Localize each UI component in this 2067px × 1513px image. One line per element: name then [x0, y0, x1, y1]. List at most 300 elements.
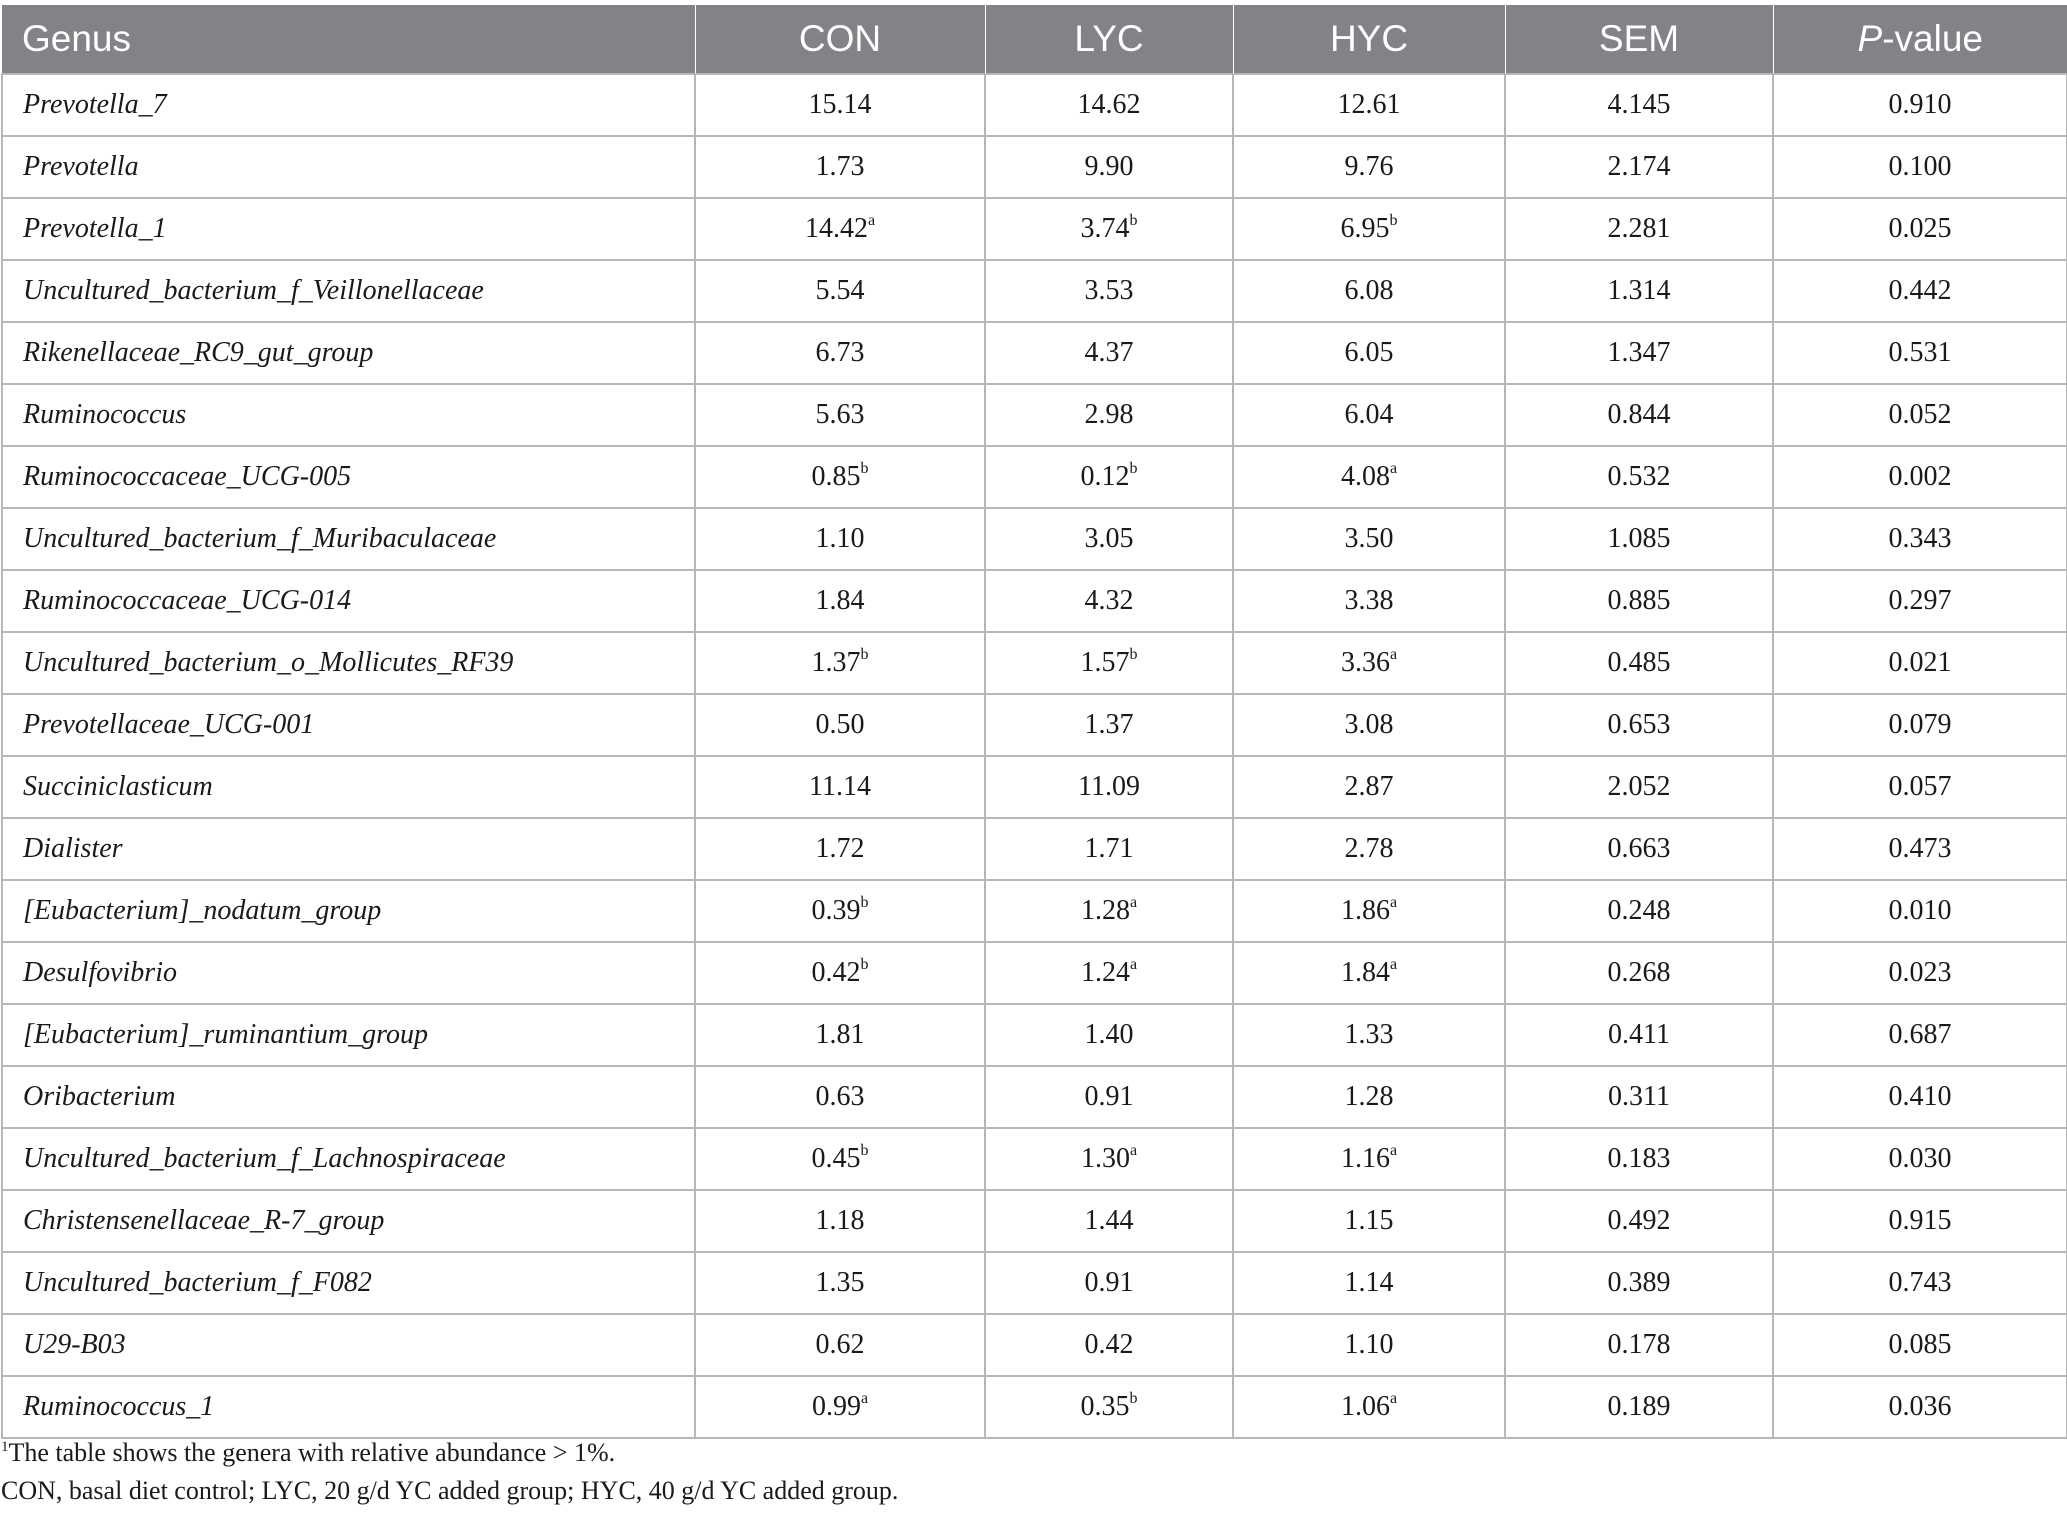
footnote-1: [1, 1438, 615, 1468]
cell-sem: [1505, 570, 1773, 632]
cell-lyc-value: 0.42: [1084, 1329, 1134, 1360]
cell-lyc-superscript: b: [1129, 460, 1138, 477]
cell-con-value: 1.84: [815, 585, 865, 616]
cell-hyc: [1233, 694, 1505, 756]
cell-lyc: [985, 694, 1233, 756]
cell-lyc-value: 0.12: [1080, 461, 1130, 492]
cell-p: [1773, 198, 2067, 260]
cell-hyc-value: 1.14: [1344, 1267, 1394, 1298]
cell-con-value: 1.73: [815, 151, 865, 182]
cell-p-value: 0.910: [1888, 89, 1952, 120]
cell-sem: [1505, 694, 1773, 756]
table-row: [2, 508, 2067, 570]
cell-hyc: [1233, 1376, 1505, 1438]
cell-sem: [1505, 136, 1773, 198]
table-row: [2, 818, 2067, 880]
table-row: [2, 260, 2067, 322]
cell-con-superscript: b: [860, 956, 869, 973]
cell-hyc: [1233, 508, 1505, 570]
cell-genus: Ruminococcaceae_UCG-014: [2, 570, 695, 632]
cell-lyc: [985, 384, 1233, 446]
cell-con: [695, 818, 985, 880]
cell-hyc-value: 6.05: [1344, 337, 1394, 368]
cell-lyc: [985, 1190, 1233, 1252]
cell-sem: [1505, 1314, 1773, 1376]
cell-lyc-value: 1.71: [1084, 833, 1134, 864]
cell-p-value: 0.025: [1888, 213, 1952, 244]
cell-sem-value: 0.844: [1607, 399, 1671, 430]
cell-hyc: [1233, 1004, 1505, 1066]
cell-con: [695, 942, 985, 1004]
cell-con: [695, 508, 985, 570]
cell-p: [1773, 322, 2067, 384]
cell-p: [1773, 1066, 2067, 1128]
cell-con: [695, 694, 985, 756]
cell-hyc-value: 6.04: [1344, 399, 1394, 430]
footnote-2: CON, basal diet control; LYC, 20 g/d YC added group; HYC, 40 g/d YC added group.: [1, 1476, 899, 1505]
cell-lyc: [985, 74, 1233, 136]
table-body: [2, 74, 2067, 1438]
cell-sem-value: 0.532: [1607, 461, 1671, 492]
cell-hyc: [1233, 1066, 1505, 1128]
cell-p: [1773, 570, 2067, 632]
cell-hyc-value: 1.15: [1344, 1205, 1394, 1236]
table-row: [2, 632, 2067, 694]
cell-p-value: 0.100: [1888, 151, 1952, 182]
cell-lyc: [985, 508, 1233, 570]
cell-hyc: [1233, 942, 1505, 1004]
header-lyc: LYC: [985, 5, 1233, 74]
cell-sem-value: 0.885: [1607, 585, 1671, 616]
cell-sem: [1505, 1128, 1773, 1190]
cell-sem-value: 0.389: [1607, 1267, 1671, 1298]
table-row: [2, 1314, 2067, 1376]
cell-hyc: [1233, 74, 1505, 136]
cell-hyc: [1233, 136, 1505, 198]
cell-hyc-value: 3.50: [1344, 523, 1394, 554]
cell-con-value: 5.63: [815, 399, 865, 430]
genus-abundance-table: [1, 5, 2067, 1439]
cell-sem-value: 0.311: [1608, 1081, 1670, 1112]
cell-con: [695, 74, 985, 136]
cell-con-value: 0.85: [811, 461, 861, 492]
cell-sem: [1505, 818, 1773, 880]
cell-sem-value: 0.183: [1607, 1143, 1671, 1174]
cell-sem: [1505, 74, 1773, 136]
table-row: [2, 880, 2067, 942]
cell-p: [1773, 136, 2067, 198]
cell-con: [695, 1314, 985, 1376]
cell-p-value: 0.023: [1888, 957, 1952, 988]
cell-con: [695, 446, 985, 508]
cell-p: [1773, 1004, 2067, 1066]
cell-p: [1773, 1252, 2067, 1314]
table-row: [2, 1252, 2067, 1314]
cell-lyc-value: 3.74: [1080, 213, 1130, 244]
cell-genus: [Eubacterium]_nodatum_group: [2, 880, 695, 942]
cell-p: [1773, 1376, 2067, 1438]
cell-con: [695, 1190, 985, 1252]
cell-con-value: 0.42: [811, 957, 861, 988]
cell-lyc-value: 1.30: [1080, 1143, 1130, 1174]
cell-con: [695, 136, 985, 198]
cell-hyc: [1233, 570, 1505, 632]
cell-hyc: [1233, 1128, 1505, 1190]
cell-genus: Oribacterium: [2, 1066, 695, 1128]
table-row: [2, 756, 2067, 818]
header-p-value: [1773, 5, 2067, 74]
cell-con: [695, 880, 985, 942]
cell-hyc: [1233, 756, 1505, 818]
cell-sem-value: 0.248: [1607, 895, 1671, 926]
cell-p-value: 0.410: [1888, 1081, 1952, 1112]
cell-p-value: 0.297: [1888, 585, 1952, 616]
cell-lyc-superscript: a: [1129, 956, 1138, 973]
cell-hyc-value: 3.08: [1344, 709, 1394, 740]
cell-hyc-value: 6.95: [1340, 213, 1390, 244]
cell-con-value: 0.99: [811, 1391, 861, 1422]
cell-p-value: 0.085: [1888, 1329, 1952, 1360]
cell-hyc-value: 12.61: [1337, 89, 1401, 120]
cell-con-superscript: b: [860, 646, 869, 663]
cell-lyc: [985, 1314, 1233, 1376]
cell-lyc: [985, 942, 1233, 1004]
cell-hyc-superscript: a: [1389, 646, 1398, 663]
cell-con: [695, 1252, 985, 1314]
cell-con-value: 6.73: [815, 337, 865, 368]
header-p-rest: -value: [1882, 18, 1983, 59]
cell-genus: Dialister: [2, 818, 695, 880]
cell-sem: [1505, 942, 1773, 1004]
cell-hyc: [1233, 1314, 1505, 1376]
cell-p: [1773, 818, 2067, 880]
cell-hyc-value: 9.76: [1344, 151, 1394, 182]
cell-con: [695, 570, 985, 632]
header-sem: SEM: [1505, 5, 1773, 74]
cell-hyc-value: 2.78: [1344, 833, 1394, 864]
table-row: [2, 198, 2067, 260]
cell-con-value: 1.10: [815, 523, 865, 554]
cell-p-value: 0.743: [1888, 1267, 1952, 1298]
cell-lyc-superscript: b: [1129, 646, 1138, 663]
cell-sem-value: 1.314: [1607, 275, 1671, 306]
cell-sem-value: 0.485: [1607, 647, 1671, 678]
table-row: [2, 446, 2067, 508]
cell-genus: Uncultured_bacterium_f_Veillonellaceae: [2, 260, 695, 322]
cell-genus: Succiniclasticum: [2, 756, 695, 818]
cell-p: [1773, 446, 2067, 508]
cell-sem-value: 1.347: [1607, 337, 1671, 368]
cell-genus: Prevotella_1: [2, 198, 695, 260]
cell-p-value: 0.473: [1888, 833, 1952, 864]
cell-sem: [1505, 508, 1773, 570]
cell-hyc-value: 1.06: [1340, 1391, 1390, 1422]
cell-lyc-value: 0.91: [1084, 1267, 1134, 1298]
cell-lyc: [985, 446, 1233, 508]
header-con: CON: [695, 5, 985, 74]
cell-p-value: 0.343: [1888, 523, 1952, 554]
table-row: [2, 1004, 2067, 1066]
cell-lyc: [985, 260, 1233, 322]
cell-genus: Ruminococcus_1: [2, 1376, 695, 1438]
cell-lyc-value: 1.57: [1080, 647, 1130, 678]
table-row: [2, 1190, 2067, 1252]
cell-hyc-superscript: a: [1389, 460, 1398, 477]
cell-p: [1773, 1128, 2067, 1190]
footnote-1-text: The table shows the genera with relative abundance > 1%.: [8, 1438, 616, 1467]
cell-con-superscript: b: [860, 894, 869, 911]
cell-p-value: 0.021: [1888, 647, 1952, 678]
cell-hyc-value: 1.28: [1344, 1081, 1394, 1112]
cell-p-value: 0.002: [1888, 461, 1952, 492]
cell-hyc: [1233, 818, 1505, 880]
cell-genus: Christensenellaceae_R-7_group: [2, 1190, 695, 1252]
cell-sem: [1505, 1004, 1773, 1066]
header-p-italic: P: [1857, 18, 1883, 59]
cell-sem-value: 0.492: [1607, 1205, 1671, 1236]
cell-hyc-superscript: a: [1389, 1390, 1398, 1407]
cell-hyc-value: 1.33: [1344, 1019, 1394, 1050]
cell-hyc-value: 1.16: [1340, 1143, 1390, 1174]
cell-p: [1773, 508, 2067, 570]
cell-genus: Ruminococcaceae_UCG-005: [2, 446, 695, 508]
cell-p: [1773, 880, 2067, 942]
cell-con-value: 0.45: [811, 1143, 861, 1174]
cell-sem: [1505, 632, 1773, 694]
cell-con-value: 5.54: [815, 275, 865, 306]
cell-p-value: 0.030: [1888, 1143, 1952, 1174]
cell-lyc: [985, 880, 1233, 942]
cell-p: [1773, 942, 2067, 1004]
table-row: [2, 1376, 2067, 1438]
cell-lyc-superscript: a: [1129, 894, 1138, 911]
cell-lyc-value: 2.98: [1084, 399, 1134, 430]
table-row: [2, 1128, 2067, 1190]
cell-p: [1773, 756, 2067, 818]
cell-hyc: [1233, 322, 1505, 384]
table-row: [2, 136, 2067, 198]
table-row: [2, 1066, 2067, 1128]
cell-hyc: [1233, 880, 1505, 942]
cell-lyc-value: 9.90: [1084, 151, 1134, 182]
cell-lyc-superscript: a: [1129, 1142, 1138, 1159]
cell-p: [1773, 74, 2067, 136]
cell-p-value: 0.057: [1888, 771, 1952, 802]
cell-con: [695, 260, 985, 322]
cell-p-value: 0.915: [1888, 1205, 1952, 1236]
cell-lyc-value: 4.32: [1084, 585, 1134, 616]
cell-con: [695, 198, 985, 260]
cell-lyc: [985, 136, 1233, 198]
table-row: [2, 570, 2067, 632]
header-genus: Genus: [2, 5, 695, 74]
cell-p: [1773, 632, 2067, 694]
cell-con-value: 1.81: [815, 1019, 865, 1050]
cell-genus: U29-B03: [2, 1314, 695, 1376]
cell-con: [695, 632, 985, 694]
cell-hyc-value: 1.10: [1344, 1329, 1394, 1360]
cell-lyc-superscript: b: [1129, 212, 1138, 229]
cell-con-superscript: b: [860, 1142, 869, 1159]
cell-p: [1773, 694, 2067, 756]
cell-hyc-superscript: b: [1389, 212, 1398, 229]
cell-sem-value: 0.653: [1607, 709, 1671, 740]
cell-genus: Desulfovibrio: [2, 942, 695, 1004]
cell-con: [695, 384, 985, 446]
table-row: [2, 694, 2067, 756]
cell-con-value: 0.62: [815, 1329, 865, 1360]
cell-hyc: [1233, 198, 1505, 260]
cell-lyc: [985, 198, 1233, 260]
cell-con: [695, 1128, 985, 1190]
cell-sem-value: 2.174: [1607, 151, 1671, 182]
cell-genus: Uncultured_bacterium_f_Muribaculaceae: [2, 508, 695, 570]
cell-sem: [1505, 198, 1773, 260]
cell-lyc: [985, 1128, 1233, 1190]
cell-con-value: 0.39: [811, 895, 861, 926]
cell-p: [1773, 1314, 2067, 1376]
cell-sem: [1505, 384, 1773, 446]
cell-lyc-value: 0.91: [1084, 1081, 1134, 1112]
cell-hyc: [1233, 446, 1505, 508]
cell-lyc-value: 1.40: [1084, 1019, 1134, 1050]
cell-hyc-value: 6.08: [1344, 275, 1394, 306]
cell-sem-value: 1.085: [1607, 523, 1671, 554]
cell-genus: Uncultured_bacterium_o_Mollicutes_RF39: [2, 632, 695, 694]
cell-lyc-value: 1.28: [1080, 895, 1130, 926]
cell-con-value: 1.35: [815, 1267, 865, 1298]
table-row: [2, 322, 2067, 384]
cell-lyc: [985, 570, 1233, 632]
cell-lyc-value: 1.44: [1084, 1205, 1134, 1236]
cell-genus: Uncultured_bacterium_f_F082: [2, 1252, 695, 1314]
cell-genus: Rikenellaceae_RC9_gut_group: [2, 322, 695, 384]
cell-con-value: 11.14: [809, 771, 871, 802]
cell-hyc-value: 1.86: [1340, 895, 1390, 926]
cell-con-value: 1.18: [815, 1205, 865, 1236]
cell-sem: [1505, 880, 1773, 942]
cell-lyc-value: 3.53: [1084, 275, 1134, 306]
cell-con-superscript: b: [860, 460, 869, 477]
cell-genus: Ruminococcus: [2, 384, 695, 446]
cell-hyc-value: 3.36: [1340, 647, 1390, 678]
cell-hyc-value: 4.08: [1340, 461, 1390, 492]
cell-genus: Uncultured_bacterium_f_Lachnospiraceae: [2, 1128, 695, 1190]
cell-sem: [1505, 756, 1773, 818]
cell-sem: [1505, 1252, 1773, 1314]
cell-sem: [1505, 446, 1773, 508]
cell-sem-value: 0.178: [1607, 1329, 1671, 1360]
genus-abundance-table-container: [1, 5, 2066, 1439]
cell-sem: [1505, 322, 1773, 384]
cell-p-value: 0.442: [1888, 275, 1952, 306]
cell-con-superscript: a: [860, 1390, 869, 1407]
header-hyc: HYC: [1233, 5, 1505, 74]
cell-sem-value: 0.411: [1608, 1019, 1670, 1050]
cell-hyc: [1233, 260, 1505, 322]
cell-hyc-superscript: a: [1389, 956, 1398, 973]
cell-hyc: [1233, 1190, 1505, 1252]
cell-p-value: 0.052: [1888, 399, 1952, 430]
cell-con-value: 0.50: [815, 709, 865, 740]
table-header-row: [2, 5, 2067, 74]
cell-hyc: [1233, 1252, 1505, 1314]
cell-sem-value: 2.281: [1607, 213, 1671, 244]
cell-lyc: [985, 1066, 1233, 1128]
cell-lyc-value: 1.24: [1080, 957, 1130, 988]
cell-lyc: [985, 1376, 1233, 1438]
cell-hyc-superscript: a: [1389, 1142, 1398, 1159]
cell-p-value: 0.079: [1888, 709, 1952, 740]
cell-lyc: [985, 756, 1233, 818]
cell-con: [695, 322, 985, 384]
cell-lyc-value: 11.09: [1078, 771, 1140, 802]
cell-p: [1773, 260, 2067, 322]
cell-lyc-value: 14.62: [1077, 89, 1141, 120]
cell-con-superscript: a: [867, 212, 876, 229]
cell-p-value: 0.531: [1888, 337, 1952, 368]
cell-lyc: [985, 818, 1233, 880]
cell-genus: Prevotella_7: [2, 74, 695, 136]
cell-lyc-superscript: b: [1129, 1390, 1138, 1407]
cell-hyc-value: 1.84: [1340, 957, 1390, 988]
cell-lyc-value: 4.37: [1084, 337, 1134, 368]
cell-lyc: [985, 1004, 1233, 1066]
cell-genus: Prevotella: [2, 136, 695, 198]
table-row: [2, 384, 2067, 446]
cell-hyc-superscript: a: [1389, 894, 1398, 911]
cell-lyc: [985, 1252, 1233, 1314]
cell-con-value: 14.42: [804, 213, 868, 244]
cell-sem: [1505, 1190, 1773, 1252]
cell-hyc: [1233, 632, 1505, 694]
cell-lyc: [985, 322, 1233, 384]
cell-lyc-value: 0.35: [1080, 1391, 1130, 1422]
cell-con: [695, 1376, 985, 1438]
cell-con-value: 0.63: [815, 1081, 865, 1112]
table-row: [2, 942, 2067, 1004]
cell-sem-value: 0.189: [1607, 1391, 1671, 1422]
cell-con-value: 15.14: [808, 89, 872, 120]
cell-p-value: 0.687: [1888, 1019, 1952, 1050]
cell-con-value: 1.37: [811, 647, 861, 678]
cell-p-value: 0.010: [1888, 895, 1952, 926]
cell-sem: [1505, 1376, 1773, 1438]
cell-con-value: 1.72: [815, 833, 865, 864]
cell-sem-value: 2.052: [1607, 771, 1671, 802]
cell-sem-value: 0.268: [1607, 957, 1671, 988]
cell-con: [695, 756, 985, 818]
cell-genus: Prevotellaceae_UCG-001: [2, 694, 695, 756]
cell-sem: [1505, 1066, 1773, 1128]
footnote-1-marker: 1: [1, 1439, 9, 1455]
cell-lyc-value: 3.05: [1084, 523, 1134, 554]
cell-p: [1773, 384, 2067, 446]
cell-con: [695, 1004, 985, 1066]
cell-sem-value: 4.145: [1607, 89, 1671, 120]
cell-genus: [Eubacterium]_ruminantium_group: [2, 1004, 695, 1066]
cell-p: [1773, 1190, 2067, 1252]
cell-sem: [1505, 260, 1773, 322]
cell-lyc-value: 1.37: [1084, 709, 1134, 740]
cell-p-value: 0.036: [1888, 1391, 1952, 1422]
cell-hyc: [1233, 384, 1505, 446]
table-row: [2, 74, 2067, 136]
cell-sem-value: 0.663: [1607, 833, 1671, 864]
cell-hyc-value: 3.38: [1344, 585, 1394, 616]
cell-con: [695, 1066, 985, 1128]
cell-hyc-value: 2.87: [1344, 771, 1394, 802]
